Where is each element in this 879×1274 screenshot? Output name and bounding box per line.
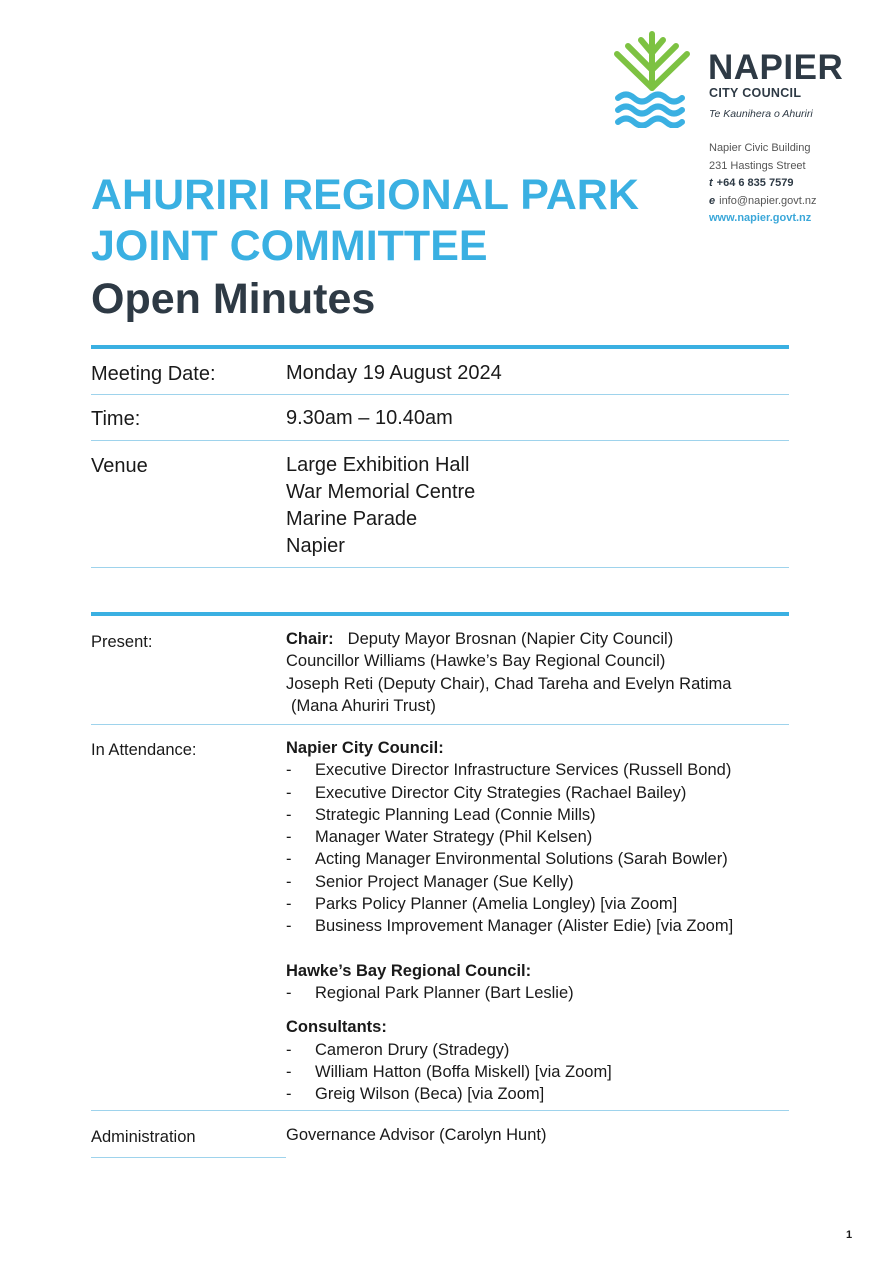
row-divider-short — [91, 1157, 286, 1158]
title-line-2: JOINT COMMITTEE — [91, 222, 488, 270]
row-divider — [91, 1110, 789, 1111]
venue-label: Venue — [91, 455, 148, 477]
attendance-value — [286, 737, 733, 1105]
row-divider — [91, 567, 789, 568]
present-line: Councillor Williams (Hawke’s Bay Regional Council) — [286, 652, 666, 671]
document-subtitle: Open Minutes — [91, 275, 376, 323]
present-value — [286, 628, 731, 717]
list-item: - Strategic Planning Lead (Connie Mills) — [286, 805, 596, 824]
venue-value — [286, 452, 475, 560]
administration-label: Administration — [91, 1128, 196, 1146]
meeting-date-label: Meeting Date: — [91, 363, 216, 385]
attendance-group-heading: Napier City Council: — [286, 739, 444, 757]
section-divider-top — [91, 345, 789, 349]
present-label: Present: — [91, 633, 153, 651]
website-link[interactable]: www.napier.govt.nz — [709, 212, 812, 224]
document-title — [91, 170, 639, 272]
section-divider-attendees — [91, 612, 789, 616]
row-divider — [91, 724, 789, 725]
present-line: Joseph Reti (Deputy Chair), Chad Tareha and Evelyn Ratima — [286, 674, 732, 693]
list-item: - Business Improvement Manager (Alister Edie) [via Zoom] — [286, 917, 734, 936]
venue-line: Marine Parade — [286, 508, 418, 530]
venue-line: War Memorial Centre — [286, 481, 476, 503]
contact-street: 231 Hastings Street — [709, 159, 806, 172]
list-item: - Regional Park Planner (Bart Leslie) — [286, 983, 574, 1002]
contact-phone — [709, 175, 817, 193]
logo-wordmark: NAPIER — [708, 48, 844, 87]
list-item: - Cameron Drury (Stradegy) — [286, 1040, 510, 1059]
attendance-label: In Attendance: — [91, 741, 197, 759]
time-label: Time: — [91, 408, 141, 430]
contact-building: Napier Civic Building — [709, 142, 811, 154]
venue-line: Large Exhibition Hall — [286, 454, 470, 476]
list-item: - William Hatton (Boffa Miskell) [via Zoom] — [286, 1062, 612, 1081]
attendance-group-heading: Hawke’s Bay Regional Council: — [286, 961, 532, 980]
time-value: 9.30am – 10.40am — [286, 407, 453, 429]
napier-leaf-wave-icon — [612, 28, 692, 128]
logo-subtitle: CITY COUNCIL — [709, 86, 802, 100]
chair-name: Deputy Mayor Brosnan (Napier City Council) — [347, 630, 674, 648]
email-label: e — [709, 194, 716, 207]
row-divider — [91, 440, 789, 441]
list-item: - Manager Water Strategy (Phil Kelsen) — [286, 828, 593, 847]
title-line-1: AHURIRI REGIONAL PARK — [91, 171, 639, 219]
list-item: - Greig Wilson (Beca) [via Zoom] — [286, 1085, 545, 1104]
attendance-group-heading: Consultants: — [286, 1018, 387, 1037]
list-item: - Senior Project Manager (Sue Kelly) — [286, 872, 574, 891]
phone-number: +64 6 835 7579 — [716, 177, 794, 189]
council-logo — [612, 28, 862, 128]
list-item: - Acting Manager Environmental Solutions (Sarah Bowler) — [286, 850, 728, 869]
list-item: - Parks Policy Planner (Amelia Longley) [via Zoom] — [286, 895, 678, 914]
contact-block — [709, 140, 817, 228]
chair-label: Chair: — [286, 630, 334, 648]
contact-email — [709, 193, 817, 211]
list-item: - Executive Director City Strategies (Rachael Bailey) — [286, 783, 687, 802]
email-address[interactable]: info@napier.govt.nz — [719, 194, 817, 207]
phone-label: t — [709, 177, 713, 189]
row-divider — [91, 394, 789, 395]
logo-maori-name: Te Kaunihera o Ahuriri — [709, 108, 813, 120]
administration-value: Governance Advisor (Carolyn Hunt) — [286, 1126, 547, 1144]
venue-line: Napier — [286, 535, 345, 557]
page-number: 1 — [846, 1229, 853, 1241]
present-line: (Mana Ahuriri Trust) — [291, 696, 436, 715]
list-item: - Executive Director Infrastructure Services (Russell Bond) — [286, 761, 732, 780]
meeting-date-value: Monday 19 August 2024 — [286, 362, 502, 384]
